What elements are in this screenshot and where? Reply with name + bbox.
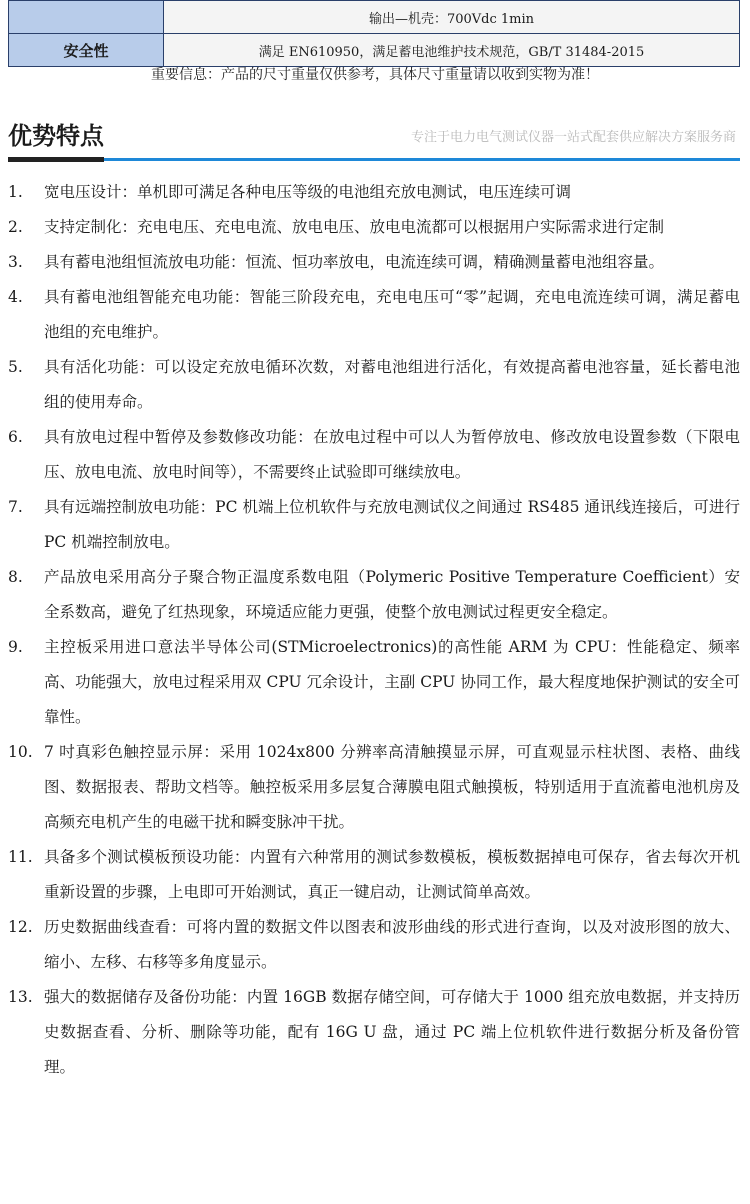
feature-item xyxy=(8,210,740,245)
feature-text: 7 吋真彩色触控显示屏：采用 1024x800 分辨率高清触摸显示屏，可直观显示柱状图、表格、曲线图、数据报表、帮助文档等。触控板采用多层复合薄膜电阻式触摸板，特别适用于直流蓄电池机房及高频充电机产生的电磁干扰和瞬变脉冲干扰。 xyxy=(44,743,740,831)
feature-item xyxy=(8,350,740,420)
feature-number: 10. xyxy=(8,743,33,761)
feature-text: 具有远端控制放电功能：PC 机端上位机软件与充放电测试仪之间通过 RS485 通讯线连接后，可进行 PC 机端控制放电。 xyxy=(44,498,740,551)
section-subtitle: 专注于电力电气测试仪器一站式配套供应解决方案服务商 xyxy=(410,130,736,145)
feature-text: 产品放电采用高分子聚合物正温度系数电阻（Polymeric Positive Temperature Coefficient）安全系数高，避免了红热现象，环境适应能力更强，使整个放电测试过程更安全稳定。 xyxy=(44,568,740,621)
feature-list xyxy=(8,175,740,1085)
spec-row xyxy=(9,1,740,34)
size-notice: 重要信息：产品的尺寸重量仅供参考，具体尺寸重量请以收到实物为准！ xyxy=(151,67,599,83)
feature-number: 7. xyxy=(8,498,23,516)
feature-text: 具有蓄电池组智能充电功能：智能三阶段充电，充电电压可“零”起调，充电电流连续可调，满足蓄电池组的充电维护。 xyxy=(44,288,740,341)
spec-label xyxy=(9,1,164,34)
feature-number: 5. xyxy=(8,358,23,376)
feature-item xyxy=(8,735,740,840)
feature-item xyxy=(8,630,740,735)
feature-number: 12. xyxy=(8,918,33,936)
feature-number: 1. xyxy=(8,183,23,201)
spec-label: 安全性 xyxy=(9,34,164,67)
section-divider-accent xyxy=(8,157,104,162)
feature-item xyxy=(8,840,740,910)
spec-value: 满足 EN610950，满足蓄电池维护技术规范，GB/T 31484-2015 xyxy=(164,34,740,67)
feature-item xyxy=(8,420,740,490)
feature-number: 4. xyxy=(8,288,23,306)
spec-value: 输出—机壳：700Vdc 1min xyxy=(164,1,740,34)
feature-item xyxy=(8,560,740,630)
feature-item xyxy=(8,910,740,980)
feature-item xyxy=(8,280,740,350)
feature-item xyxy=(8,490,740,560)
spec-table xyxy=(8,0,740,67)
feature-number: 8. xyxy=(8,568,23,586)
feature-number: 9. xyxy=(8,638,23,656)
feature-number: 11. xyxy=(8,848,33,866)
section-divider xyxy=(8,158,740,161)
feature-text: 历史数据曲线查看：可将内置的数据文件以图表和波形曲线的形式进行查询，以及对波形图的放大、缩小、左移、右移等多角度显示。 xyxy=(44,918,740,971)
feature-text: 具备多个测试模板预设功能：内置有六种常用的测试参数模板，模板数据掉电可保存，省去每次开机重新设置的步骤，上电即可开始测试，真正一键启动，让测试简单高效。 xyxy=(44,848,740,901)
section-title: 优势特点 xyxy=(8,122,104,150)
feature-text: 强大的数据储存及备份功能：内置 16GB 数据存储空间，可存储大于 1000 组充放电数据，并支持历史数据查看、分析、删除等功能，配有 16G U 盘，通过 PC 端上位机软件进行数据分析及备份管理。 xyxy=(44,988,740,1076)
spec-row xyxy=(9,34,740,67)
feature-text: 宽电压设计：单机即可满足各种电压等级的电池组充放电测试，电压连续可调 xyxy=(44,183,572,201)
feature-text: 支持定制化：充电电压、充电电流、放电电压、放电电流都可以根据用户实际需求进行定制 xyxy=(44,218,665,236)
feature-item xyxy=(8,245,740,280)
feature-text: 具有蓄电池组恒流放电功能：恒流、恒功率放电，电流连续可调，精确测量蓄电池组容量。 xyxy=(44,253,665,271)
feature-number: 13. xyxy=(8,988,33,1006)
feature-number: 2. xyxy=(8,218,23,236)
feature-number: 6. xyxy=(8,428,23,446)
feature-text: 主控板采用进口意法半导体公司(STMicroelectronics)的高性能 ARM 为 CPU：性能稳定、频率高、功能强大，放电过程采用双 CPU 冗余设计，主副 CPU 协同工作，最大程度地保护测试的安全可靠性。 xyxy=(44,638,740,726)
feature-number: 3. xyxy=(8,253,23,271)
feature-text: 具有放电过程中暂停及参数修改功能：在放电过程中可以人为暂停放电、修改放电设置参数（下限电压、放电电流、放电时间等），不需要终止试验即可继续放电。 xyxy=(44,428,740,481)
feature-item xyxy=(8,980,740,1085)
feature-text: 具有活化功能：可以设定充放电循环次数，对蓄电池组进行活化，有效提高蓄电池容量，延长蓄电池组的使用寿命。 xyxy=(44,358,740,411)
feature-item xyxy=(8,175,740,210)
